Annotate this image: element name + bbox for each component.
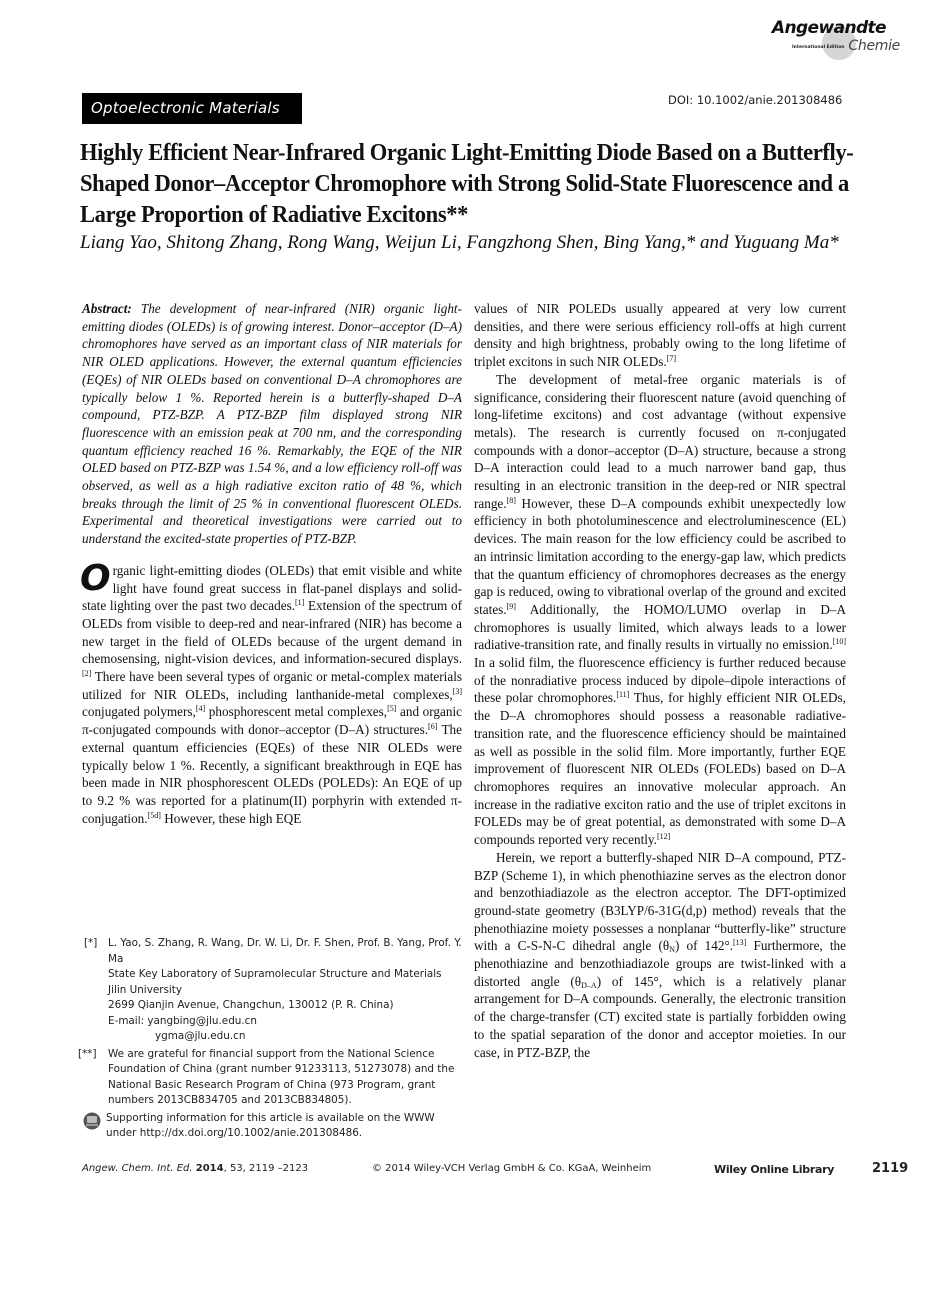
article-authors: Liang Yao, Shitong Zhang, Rong Wang, Weijun Li, Fangzhong Shen, Bing Yang,* and Yuguang Ma* (80, 232, 839, 253)
ref-1[interactable]: [1] (295, 598, 305, 608)
ref-5d[interactable]: [5d] (147, 810, 161, 820)
journal-logo (771, 18, 906, 62)
supporting-info-text[interactable]: Supporting information for this article is available on the WWW under http://dx.doi.org/10.1002/anie.201308486. (106, 1111, 435, 1139)
body-paragraph-3: Herein, we report a butterfly-shaped NIR D–A compound, PTZ-BZP (Scheme 1), in which phenothiazine serves as the electron donor and benzothiadiazole as the electron acceptor. The DFT-optimized ground-state geometry (B3LYP/6-31G(d,p) method) reveals that the phenothiazine moiety possesses a nonplanar “butterfly-like” structure with a C-S-N-C dihedral angle $(\theta_N)$ of 142°.[13] Furthermore, the phenothiazine and benzothiadiazole groups are twist-linked with a distorted angle $(\theta_{D-A})$ of 145°, which is a relatively planar arrangement for D–A compounds. Generally, the electronic transition of the charge-transfer (CT) excited state is partially forbidden owing to the spatial separation of the donor and acceptor moieties. In our case, in PTZ-BZP, the (474, 849, 846, 1060)
ref-10[interactable]: [10] (832, 637, 846, 647)
footnote-mark-double-star: [**] (78, 1047, 97, 1060)
ref-5[interactable]: [5] (387, 704, 397, 714)
page-number: 2119 (872, 1161, 909, 1176)
ref-6[interactable]: [6] (428, 722, 438, 732)
logo-edition: International Edition (792, 45, 845, 50)
supporting-info (84, 1111, 464, 1142)
computer-icon (82, 1112, 102, 1130)
footnotes (78, 936, 464, 1142)
funding-text: We are grateful for financial support from the National Science Foundation of China (grant number 91233113, 51273078) and the National Basic Research Program of China (973 Program, grant numbers 2013CB834705 and 2013CB834805). (108, 1047, 455, 1106)
email-link-1[interactable]: yangbing@jlu.edu.cn (147, 1014, 257, 1027)
email-label: E-mail: (108, 1014, 148, 1027)
body-paragraph-2: The development of metal-free organic materials is of significance, considering their fluorescent nature (avoid quenching of long-lifetime excitons) and cost advantage (without expensive metals). The research is currently focused on π-conjugated compounds with a donor–acceptor (D–A) structure, because a strong D–A interaction could lead to a much narrower band gap, thus resulting in an electronic transition in the deep-red or NIR spectral range.[8] However, these D–A compounds exhibit unexpectedly low efficiency in both photoluminescence and electroluminescence (EL) devices. The main reason for the low efficiency could be ascribed to an intrinsic limitation according to the energy-gap law, which predicts that the quantum efficiency of chromophores decreases as the energy gap is reduced, owing to vibrational overlap of the ground and excited states.[9] Additionally, the HOMO/LUMO overlap in D–A chromophores is usually limited, which always leads to a lower radiative-transition rate, and finally results in virtually no emission.[10] In a solid film, the fluorescence efficiency is further reduced because of the nonradiative process induced by dipole–dipole interactions of these polar chromophores.[11] Thus, for highly efficient NIR OLEDs, the D–A chromophores should possess a reasonable radiative-transition rate, and the fluorescence efficiency should be maintained as well as possible in the solid film. More importantly, further EQE improvement of fluorescent NIR OLEDs (FOLEDs) based on D–A chromophores requires an innovative molecular approach. An increase in the radiative exciton ratio and the use of triplet excitons in FOLEDs may be of great potential, as demonstrated with some D–A compounds reported very recently.[12] (474, 371, 846, 848)
p1-cont-text: values of NIR POLEDs usually appeared at very low current densities, and there were serious efficiency roll-offs at high current density and high brightness, probably owing to the long lifetime of triplet excitons in such NIR OLEDs. (474, 301, 846, 370)
doi[interactable]: DOI: 10.1002/anie.201308486 (668, 93, 843, 107)
ref-4[interactable]: [4] (195, 704, 206, 714)
body-paragraph-1-cont (474, 300, 846, 371)
email-link-2[interactable]: ygma@jlu.edu.cn (155, 1030, 246, 1042)
abstract-label: Abstract: (82, 301, 132, 316)
copyright: © 2014 Wiley-VCH Verlag GmbH & Co. KGaA, Weinheim (372, 1163, 652, 1174)
ref-13[interactable]: [13] (733, 938, 747, 948)
citation: Angew. Chem. Int. Ed. 2014, 53, 2119 –2123 (82, 1163, 309, 1174)
footnote-affiliation (84, 936, 464, 1045)
footnote-funding (78, 1047, 464, 1109)
footnote-names: L. Yao, S. Zhang, R. Wang, Dr. W. Li, Dr. F. Shen, Prof. B. Yang, Prof. Y. Ma (108, 937, 462, 965)
logo-chemie: Chemie (848, 38, 900, 54)
footnote-lab: State Key Laboratory of Supramolecular Structure and Materials (108, 968, 442, 980)
footnote-mark-star: [*] (84, 937, 98, 949)
ref-11[interactable]: [11] (616, 690, 630, 700)
logo-angewandte: Angewandte (771, 18, 886, 38)
theta-da-subscript: D–A (581, 980, 597, 990)
ref-9[interactable]: [9] (506, 601, 516, 611)
right-column (474, 300, 846, 1061)
body-paragraph-1: Organic light-emitting diodes (OLEDs) that emit visible and white light have found great success in flat-panel displays and solid-state lighting over the past two decades.[1] Extension of the spectrum of OLEDs from visible to deep-red and near-infrared (NIR) has become a new target in the field of OLEDs because of the urgent demand in chemosensing, night-vision devices, and information-secured displays.[2] There have been several types of organic or metal-complex materials utilized for NIR OLEDs, including lanthanide-metal complexes,[3] conjugated polymers,[4] phosphorescent metal complexes,[5] and organic π-conjugated compounds with donor–acceptor (D–A) structures.[6] The external quantum efficiencies (EQEs) of these NIR OLEDs were typically below 1 %. Recently, a significant breakthrough in EQE has been made in NIR phosphorescent OLEDs (POLEDs): An EQE of up to 9.2 % was reported for a platinum(II) porphyrin with extended π-conjugation.[5d] However, these high EQE (80, 557, 462, 826)
left-column (82, 300, 462, 827)
footnote-address: 2699 Qianjin Avenue, Changchun, 130012 (P. R. China) (108, 999, 394, 1011)
ref-3[interactable]: [3] (452, 686, 462, 696)
ref-8[interactable]: [8] (506, 495, 516, 505)
wiley-online-library[interactable]: Wiley Online Library (714, 1163, 835, 1176)
ref-7[interactable]: [7] (666, 354, 676, 364)
section-label: Optoelectronic Materials (82, 93, 302, 124)
drop-cap: O (80, 557, 111, 599)
abstract-text: The development of near-infrared (NIR) organic light-emitting diodes (OLEDs) is of growing interest. Donor–acceptor (D–A) chromophores have served as an important class of NIR materials for NIR OLED applications. However, the external quantum efficiencies (EQEs) of NIR OLEDs based on conventional D–A chromophores are typically below 1 %. Reported herein is a butterfly-shaped D–A compound, PTZ-BZP. A PTZ-BZP film displayed strong NIR fluorescence with an emission peak at 700 nm, and the corresponding quantum efficiency reached 16 %. Remarkably, the EQE of the NIR OLED based on PTZ-BZP was 1.54 %, and a low efficiency roll-off was observed, as well as a high radiative exciton ratio of 48 %, which breaks through the limit of 25 % in conventional fluorescent OLEDs. Experimental and theoretical investigations were carried out to understand the excited-state properties of PTZ-BZP. (82, 301, 462, 547)
article-title: Highly Efficient Near-Infrared Organic Light-Emitting Diode Based on a Butterfly-Shaped Donor–Acceptor Chromophore with Strong Solid-State Fluorescence and a Large Proportion of Radiative Excitons** (80, 139, 854, 228)
ref-2[interactable]: [2] (82, 669, 92, 679)
ref-12[interactable]: [12] (656, 832, 671, 842)
footnote-university: Jilin University (108, 983, 183, 996)
theta-n-subscript: N (669, 945, 675, 955)
p1-continued: However, these high EQE (160, 810, 302, 826)
abstract (82, 300, 462, 548)
